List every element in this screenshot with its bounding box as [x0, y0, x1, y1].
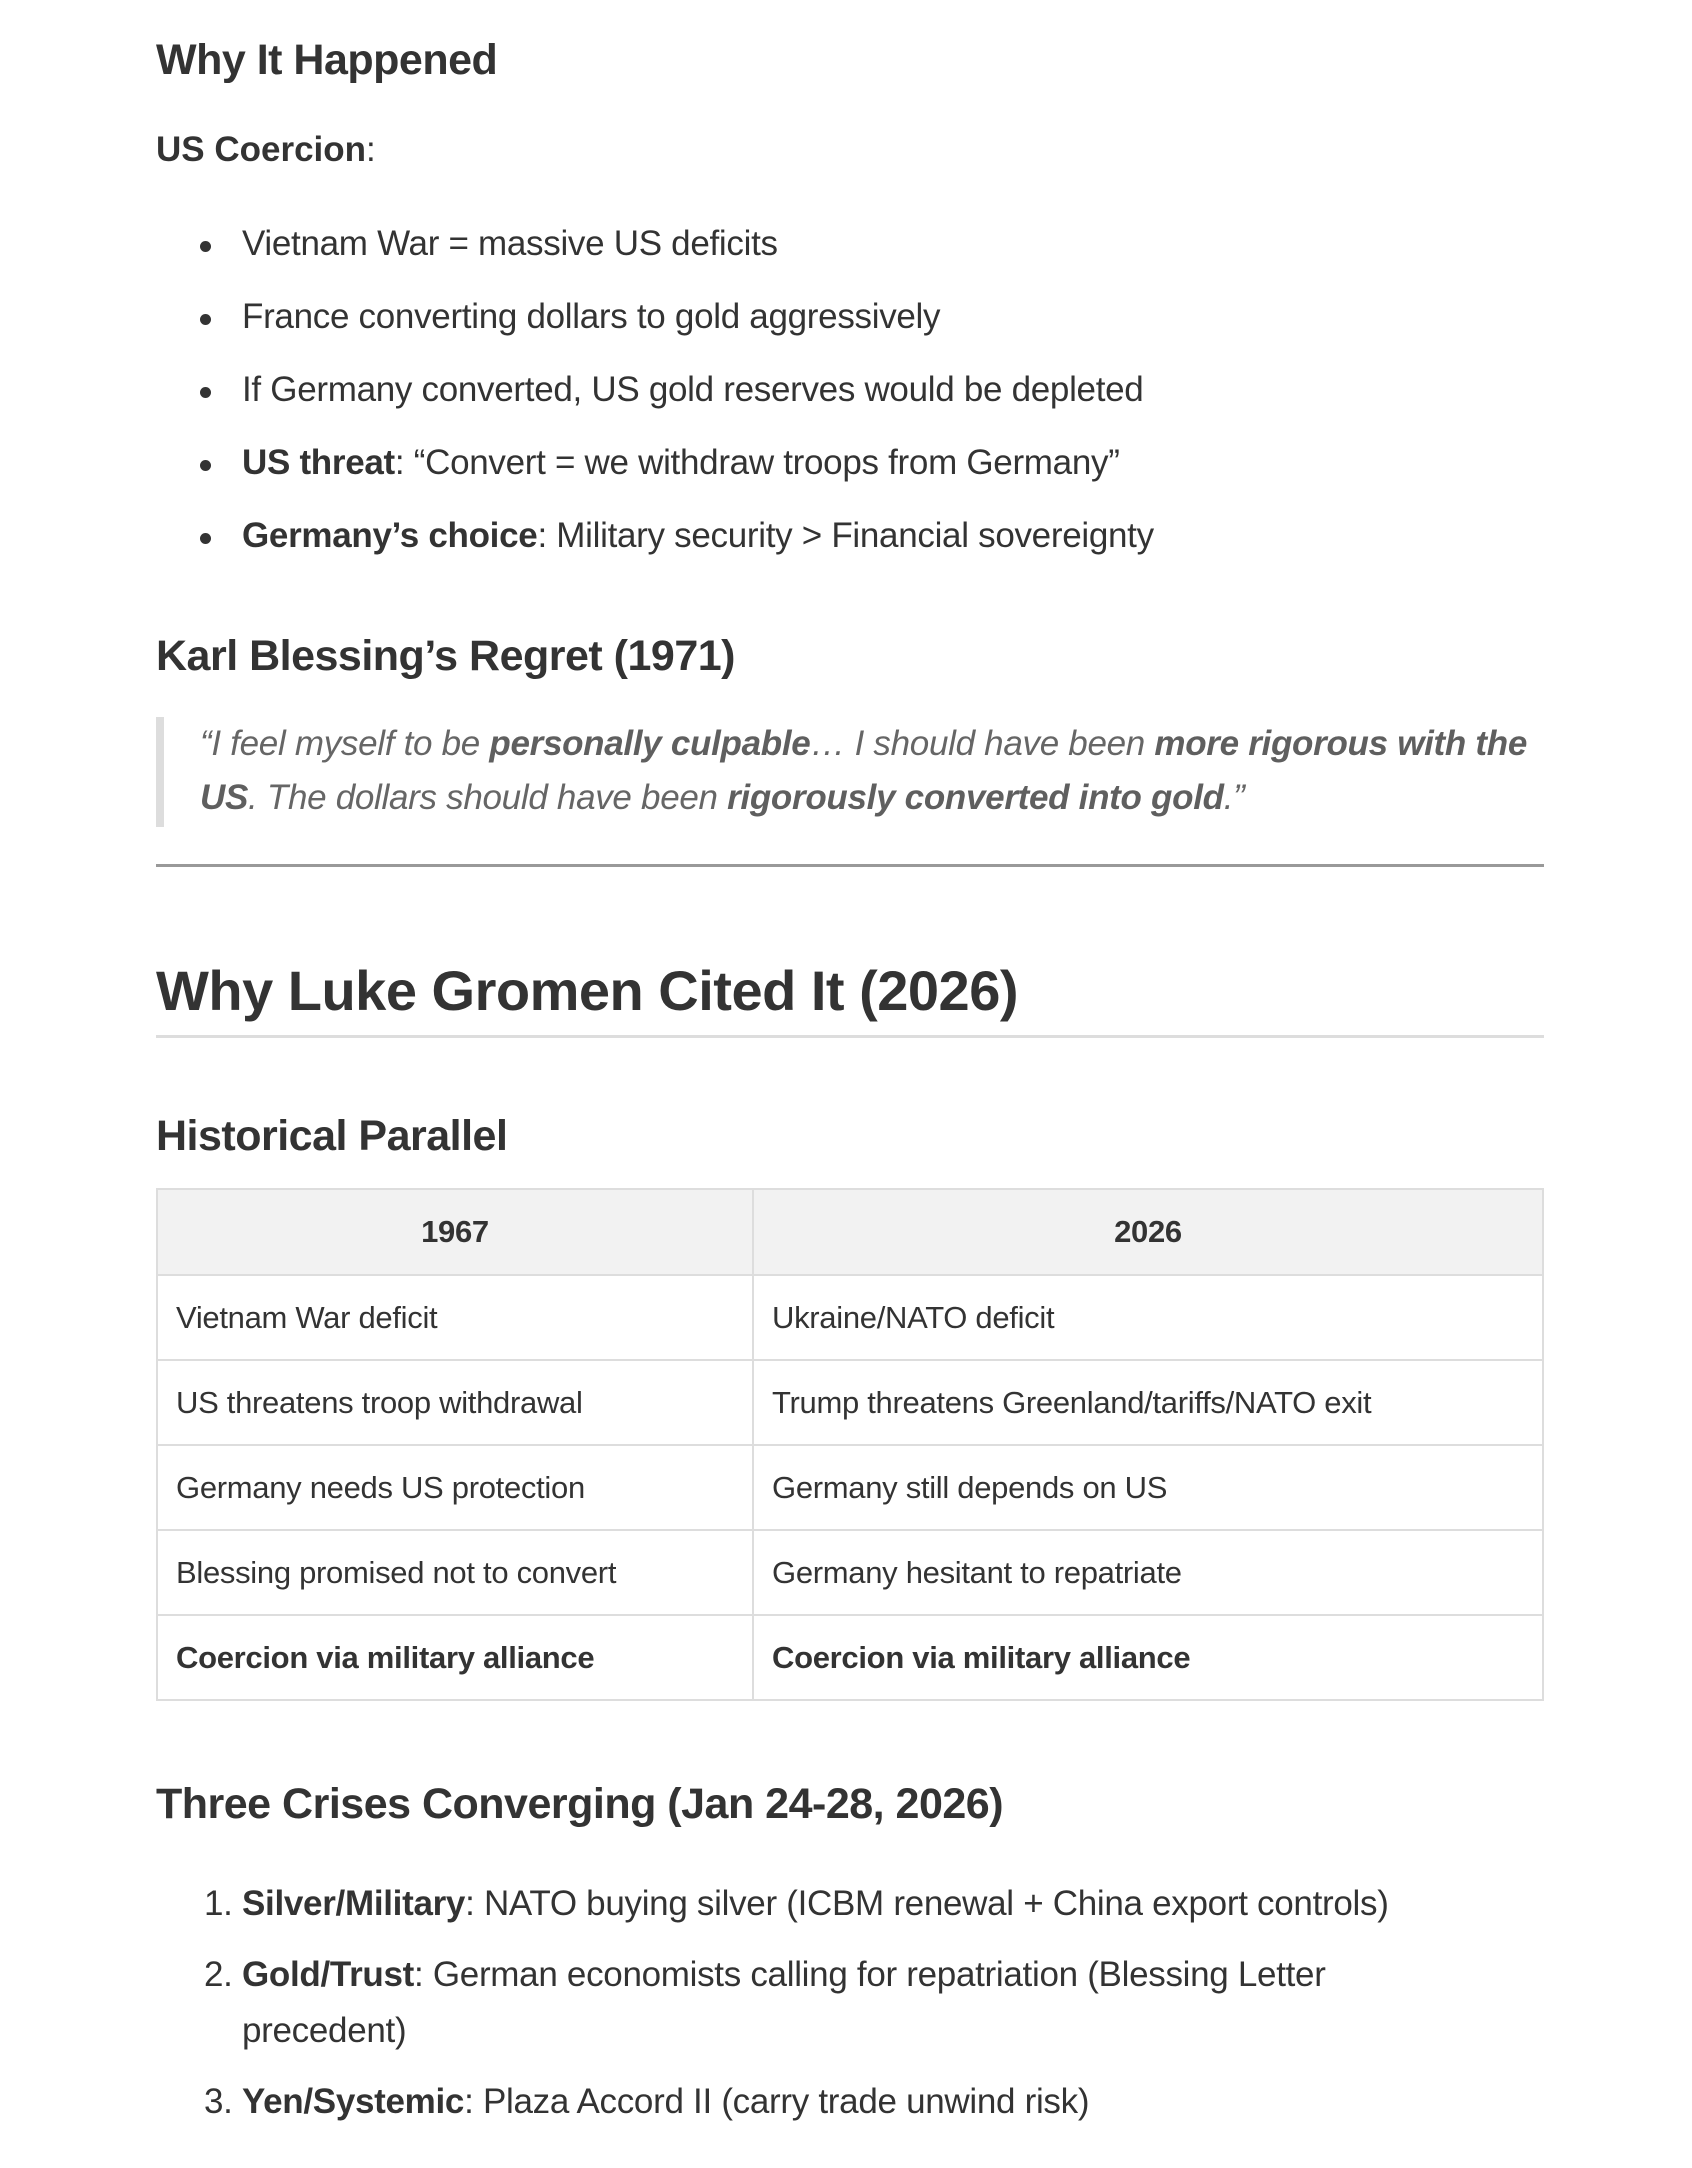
quote-part: “I feel myself to be	[200, 724, 490, 763]
heading-three-crises: Three Crises Converging (Jan 24-28, 2026)	[156, 1780, 1004, 1828]
subheading-colon: :	[366, 130, 376, 169]
crisis-item	[156, 2074, 1544, 2130]
bullet-item	[156, 441, 1154, 514]
crisis-item	[156, 1947, 1422, 2059]
bullet-dot-icon	[200, 533, 211, 544]
bullet-dot-icon	[200, 387, 211, 398]
heading-underline	[156, 1035, 1544, 1038]
column-header-1967: 1967	[157, 1189, 753, 1275]
table-row	[157, 1445, 1543, 1530]
quote-part: .”	[1223, 778, 1245, 817]
blockquote-bar	[156, 717, 164, 827]
quote-part-bold: personally culpable	[489, 724, 811, 763]
crises-list	[156, 1876, 1544, 2145]
bullet-item	[156, 514, 1154, 587]
quote-part: … I should have been	[810, 724, 1155, 763]
column-header-2026: 2026	[753, 1189, 1543, 1275]
heading-blessing-regret: Karl Blessing’s Regret (1971)	[156, 632, 735, 680]
bullet-item	[156, 222, 1154, 295]
bullet-bold: US threat	[242, 443, 395, 482]
heading-why-gromen-cited: Why Luke Gromen Cited It (2026)	[156, 959, 1018, 1022]
crisis-label: Yen/Systemic	[242, 2082, 465, 2121]
list-number: 3.	[204, 2082, 233, 2121]
bullet-text: Vietnam War = massive US deficits	[242, 224, 778, 263]
bullet-text: If Germany converted, US gold reserves would be depleted	[242, 370, 1144, 409]
table-row	[157, 1360, 1543, 1445]
table-row	[157, 1530, 1543, 1615]
crisis-label: Gold/Trust	[242, 1955, 415, 1994]
crisis-item	[156, 1876, 1544, 1932]
table-cell: Coercion via military alliance	[157, 1615, 753, 1700]
subheading-us-coercion	[156, 130, 376, 170]
quote-part: . The dollars should have been	[248, 778, 728, 817]
heading-why-it-happened: Why It Happened	[156, 36, 498, 84]
bullet-bold: Germany’s choice	[242, 516, 538, 555]
table-cell: Vietnam War deficit	[157, 1275, 753, 1360]
bullet-dot-icon	[200, 314, 211, 325]
bullet-sep: :	[537, 516, 557, 555]
bullet-dot-icon	[200, 241, 211, 252]
heading-historical-parallel: Historical Parallel	[156, 1112, 508, 1160]
blessing-quote-text	[200, 717, 1544, 825]
bullet-text: France converting dollars to gold aggressively	[242, 297, 941, 336]
table-cell: Germany hesitant to repatriate	[753, 1530, 1543, 1615]
bullet-item	[156, 368, 1154, 441]
subheading-us-coercion-label: US Coercion	[156, 130, 367, 169]
table-row-summary	[157, 1615, 1543, 1700]
table-header-row	[157, 1189, 1543, 1275]
quote-part-bold: more rigorous with the US	[200, 724, 1527, 817]
historical-parallel-table	[156, 1188, 1544, 1701]
list-number: 2.	[204, 1955, 233, 1994]
bullet-text: Military security > Financial sovereignty	[556, 516, 1154, 555]
table-cell: Trump threatens Greenland/tariffs/NATO exit	[753, 1360, 1543, 1445]
bullet-text: “Convert = we withdraw troops from Germany”	[413, 443, 1120, 482]
table-cell: Blessing promised not to convert	[157, 1530, 753, 1615]
list-number: 1.	[204, 1884, 233, 1923]
table-cell: Ukraine/NATO deficit	[753, 1275, 1543, 1360]
crisis-label: Silver/Military	[242, 1884, 466, 1923]
quote-part-bold: rigorously converted into gold	[727, 778, 1224, 817]
crisis-text: : Plaza Accord II (carry trade unwind risk)	[464, 2082, 1090, 2121]
bullet-dot-icon	[200, 460, 211, 471]
blessing-quote	[156, 717, 1544, 827]
crisis-text: : NATO buying silver (ICBM renewal + China export controls)	[465, 1884, 1389, 1923]
table-cell: Coercion via military alliance	[753, 1615, 1543, 1700]
horizontal-rule	[156, 864, 1544, 867]
table-row	[157, 1275, 1543, 1360]
table-cell: US threatens troop withdrawal	[157, 1360, 753, 1445]
bullet-sep: :	[394, 443, 414, 482]
coercion-bullet-list	[156, 222, 1154, 587]
table-cell: Germany still depends on US	[753, 1445, 1543, 1530]
bullet-item	[156, 295, 1154, 368]
crisis-text: : German economists calling for repatriation (Blessing Letter precedent)	[242, 1955, 1326, 2050]
table-cell: Germany needs US protection	[157, 1445, 753, 1530]
